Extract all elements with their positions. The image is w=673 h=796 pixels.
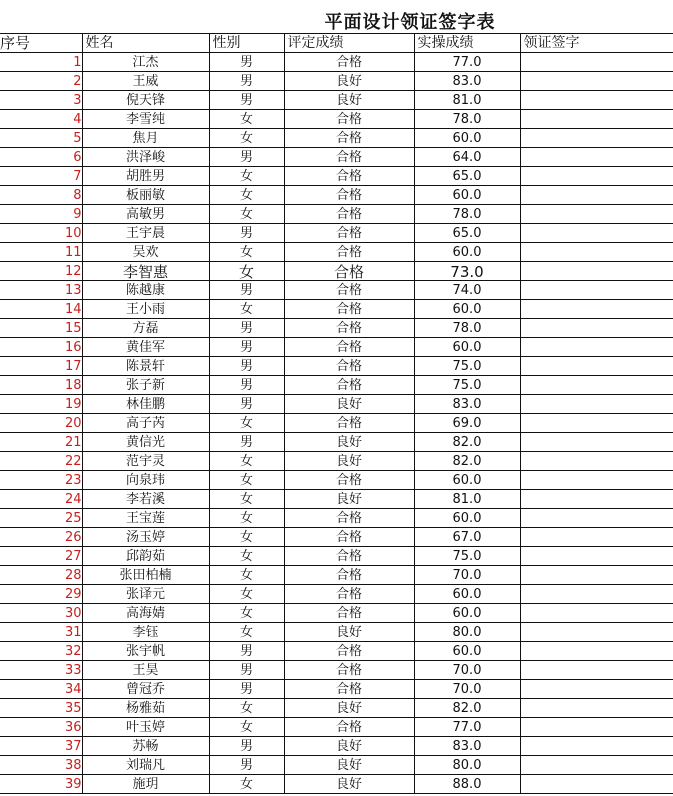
header-gender: 性别: [209, 34, 284, 53]
evaluation-cell: 合格: [284, 300, 414, 319]
signature-cell: [520, 338, 673, 357]
name-cell: 黄佳军: [82, 338, 209, 357]
seq-cell: 37: [0, 737, 82, 756]
seq-cell: 7: [0, 167, 82, 186]
gender-cell: 男: [209, 376, 284, 395]
gender-cell: 男: [209, 224, 284, 243]
table-row: [0, 395, 673, 414]
signature-cell: [520, 414, 673, 433]
name-cell: 张子新: [82, 376, 209, 395]
header-evaluation: 评定成绩: [284, 34, 414, 53]
table-row: [0, 585, 673, 604]
seq-cell: 4: [0, 110, 82, 129]
signature-cell: [520, 91, 673, 110]
signature-cell: [520, 186, 673, 205]
practical-cell: 60.0: [414, 186, 520, 205]
practical-cell: 70.0: [414, 680, 520, 699]
table-row: [0, 376, 673, 395]
name-cell: 洪泽峻: [82, 148, 209, 167]
seq-cell: 30: [0, 604, 82, 623]
gender-cell: 女: [209, 528, 284, 547]
practical-cell: 83.0: [414, 737, 520, 756]
signature-cell: [520, 661, 673, 680]
seq-cell: 39: [0, 775, 82, 794]
table-row: [0, 661, 673, 680]
table-row: [0, 414, 673, 433]
practical-cell: 69.0: [414, 414, 520, 433]
name-cell: 王昊: [82, 661, 209, 680]
name-cell: 张宇帆: [82, 642, 209, 661]
seq-cell: 33: [0, 661, 82, 680]
gender-cell: 男: [209, 319, 284, 338]
seq-cell: 8: [0, 186, 82, 205]
table-row: [0, 148, 673, 167]
gender-cell: 男: [209, 642, 284, 661]
gender-cell: 女: [209, 186, 284, 205]
practical-cell: 81.0: [414, 91, 520, 110]
practical-cell: 60.0: [414, 243, 520, 262]
table-row: [0, 319, 673, 338]
gender-cell: 女: [209, 129, 284, 148]
gender-cell: 女: [209, 452, 284, 471]
header-signature: 领证签字: [520, 34, 673, 53]
name-cell: 陈越康: [82, 281, 209, 300]
table-row: [0, 72, 673, 91]
signature-cell: [520, 509, 673, 528]
gender-cell: 女: [209, 414, 284, 433]
practical-cell: 60.0: [414, 300, 520, 319]
gender-cell: 男: [209, 281, 284, 300]
practical-cell: 60.0: [414, 642, 520, 661]
seq-cell: 36: [0, 718, 82, 737]
gender-cell: 女: [209, 547, 284, 566]
practical-cell: 77.0: [414, 718, 520, 737]
seq-cell: 12: [0, 262, 82, 281]
name-cell: 苏畅: [82, 737, 209, 756]
signature-cell: [520, 243, 673, 262]
gender-cell: 女: [209, 471, 284, 490]
practical-cell: 64.0: [414, 148, 520, 167]
gender-cell: 女: [209, 243, 284, 262]
header-seq: 序号: [0, 34, 82, 53]
signature-cell: [520, 376, 673, 395]
gender-cell: 女: [209, 262, 284, 281]
evaluation-cell: 合格: [284, 110, 414, 129]
table-row: [0, 262, 673, 281]
seq-cell: 1: [0, 53, 82, 72]
evaluation-cell: 合格: [284, 566, 414, 585]
evaluation-cell: 合格: [284, 205, 414, 224]
signature-cell: [520, 110, 673, 129]
seq-cell: 9: [0, 205, 82, 224]
table-row: [0, 623, 673, 642]
evaluation-cell: 良好: [284, 737, 414, 756]
name-cell: 李钰: [82, 623, 209, 642]
table-row: [0, 547, 673, 566]
name-cell: 李雪纯: [82, 110, 209, 129]
evaluation-cell: 良好: [284, 756, 414, 775]
name-cell: 高子芮: [82, 414, 209, 433]
practical-cell: 60.0: [414, 129, 520, 148]
seq-cell: 10: [0, 224, 82, 243]
signature-cell: [520, 699, 673, 718]
name-cell: 倪天锋: [82, 91, 209, 110]
evaluation-cell: 良好: [284, 775, 414, 794]
table-row: [0, 110, 673, 129]
gender-cell: 女: [209, 699, 284, 718]
evaluation-cell: 合格: [284, 642, 414, 661]
name-cell: 吴欢: [82, 243, 209, 262]
evaluation-cell: 合格: [284, 338, 414, 357]
practical-cell: 77.0: [414, 53, 520, 72]
practical-cell: 82.0: [414, 433, 520, 452]
signature-cell: [520, 433, 673, 452]
practical-cell: 83.0: [414, 395, 520, 414]
seq-cell: 25: [0, 509, 82, 528]
name-cell: 江杰: [82, 53, 209, 72]
signature-cell: [520, 281, 673, 300]
seq-cell: 21: [0, 433, 82, 452]
signature-cell: [520, 53, 673, 72]
name-cell: 李若溪: [82, 490, 209, 509]
signature-cell: [520, 585, 673, 604]
seq-cell: 20: [0, 414, 82, 433]
table-row: [0, 680, 673, 699]
evaluation-cell: 良好: [284, 395, 414, 414]
evaluation-cell: 合格: [284, 585, 414, 604]
name-cell: 张译元: [82, 585, 209, 604]
gender-cell: 男: [209, 72, 284, 91]
signature-table: [0, 33, 673, 794]
name-cell: 王威: [82, 72, 209, 91]
practical-cell: 82.0: [414, 452, 520, 471]
gender-cell: 女: [209, 205, 284, 224]
evaluation-cell: 合格: [284, 718, 414, 737]
name-cell: 汤玉婷: [82, 528, 209, 547]
table-row: [0, 281, 673, 300]
gender-cell: 女: [209, 585, 284, 604]
gender-cell: 女: [209, 300, 284, 319]
name-cell: 向泉玮: [82, 471, 209, 490]
practical-cell: 60.0: [414, 604, 520, 623]
evaluation-cell: 合格: [284, 414, 414, 433]
signature-cell: [520, 357, 673, 376]
table-row: [0, 718, 673, 737]
signature-cell: [520, 167, 673, 186]
seq-cell: 17: [0, 357, 82, 376]
header-practical: 实操成绩: [414, 34, 520, 53]
evaluation-cell: 合格: [284, 376, 414, 395]
gender-cell: 男: [209, 433, 284, 452]
seq-cell: 14: [0, 300, 82, 319]
evaluation-cell: 合格: [284, 262, 414, 281]
practical-cell: 60.0: [414, 585, 520, 604]
practical-cell: 60.0: [414, 509, 520, 528]
gender-cell: 女: [209, 167, 284, 186]
evaluation-cell: 合格: [284, 167, 414, 186]
signature-cell: [520, 72, 673, 91]
name-cell: 范宇灵: [82, 452, 209, 471]
seq-cell: 3: [0, 91, 82, 110]
practical-cell: 80.0: [414, 623, 520, 642]
signature-cell: [520, 642, 673, 661]
gender-cell: 女: [209, 490, 284, 509]
evaluation-cell: 合格: [284, 547, 414, 566]
table-row: [0, 566, 673, 585]
practical-cell: 70.0: [414, 566, 520, 585]
name-cell: 王小雨: [82, 300, 209, 319]
evaluation-cell: 合格: [284, 319, 414, 338]
practical-cell: 70.0: [414, 661, 520, 680]
signature-cell: [520, 490, 673, 509]
seq-cell: 34: [0, 680, 82, 699]
evaluation-cell: 合格: [284, 661, 414, 680]
practical-cell: 75.0: [414, 547, 520, 566]
table-row: [0, 509, 673, 528]
evaluation-cell: 合格: [284, 509, 414, 528]
table-row: [0, 357, 673, 376]
seq-cell: 29: [0, 585, 82, 604]
practical-cell: 88.0: [414, 775, 520, 794]
practical-cell: 74.0: [414, 281, 520, 300]
seq-cell: 32: [0, 642, 82, 661]
name-cell: 焦月: [82, 129, 209, 148]
seq-cell: 35: [0, 699, 82, 718]
gender-cell: 男: [209, 737, 284, 756]
table-row: [0, 300, 673, 319]
table-row: [0, 205, 673, 224]
gender-cell: 女: [209, 604, 284, 623]
name-cell: 高敏男: [82, 205, 209, 224]
table-row: [0, 756, 673, 775]
gender-cell: 男: [209, 53, 284, 72]
seq-cell: 26: [0, 528, 82, 547]
name-cell: 胡胜男: [82, 167, 209, 186]
name-cell: 叶玉婷: [82, 718, 209, 737]
gender-cell: 男: [209, 338, 284, 357]
seq-cell: 5: [0, 129, 82, 148]
table-row: [0, 167, 673, 186]
table-row: [0, 699, 673, 718]
seq-cell: 31: [0, 623, 82, 642]
gender-cell: 男: [209, 357, 284, 376]
practical-cell: 75.0: [414, 376, 520, 395]
name-cell: 黄信光: [82, 433, 209, 452]
signature-cell: [520, 718, 673, 737]
table-row: [0, 186, 673, 205]
evaluation-cell: 合格: [284, 148, 414, 167]
signature-cell: [520, 300, 673, 319]
evaluation-cell: 合格: [284, 224, 414, 243]
evaluation-cell: 合格: [284, 281, 414, 300]
signature-cell: [520, 680, 673, 699]
name-cell: 方磊: [82, 319, 209, 338]
evaluation-cell: 合格: [284, 186, 414, 205]
seq-cell: 15: [0, 319, 82, 338]
signature-cell: [520, 129, 673, 148]
evaluation-cell: 合格: [284, 53, 414, 72]
evaluation-cell: 合格: [284, 680, 414, 699]
practical-cell: 78.0: [414, 205, 520, 224]
gender-cell: 女: [209, 718, 284, 737]
name-cell: 高海婧: [82, 604, 209, 623]
name-cell: 张田柏楠: [82, 566, 209, 585]
gender-cell: 男: [209, 148, 284, 167]
practical-cell: 83.0: [414, 72, 520, 91]
gender-cell: 男: [209, 756, 284, 775]
practical-cell: 65.0: [414, 167, 520, 186]
seq-cell: 6: [0, 148, 82, 167]
seq-cell: 24: [0, 490, 82, 509]
evaluation-cell: 良好: [284, 699, 414, 718]
seq-cell: 27: [0, 547, 82, 566]
signature-cell: [520, 471, 673, 490]
gender-cell: 男: [209, 661, 284, 680]
page-title: 平面设计领证签字表: [324, 12, 496, 33]
seq-cell: 19: [0, 395, 82, 414]
practical-cell: 78.0: [414, 110, 520, 129]
name-cell: 邱韵茹: [82, 547, 209, 566]
name-cell: 施玥: [82, 775, 209, 794]
practical-cell: 65.0: [414, 224, 520, 243]
evaluation-cell: 合格: [284, 528, 414, 547]
table-row: [0, 737, 673, 756]
signature-cell: [520, 604, 673, 623]
practical-cell: 73.0: [414, 262, 520, 281]
evaluation-cell: 良好: [284, 433, 414, 452]
practical-cell: 82.0: [414, 699, 520, 718]
signature-cell: [520, 756, 673, 775]
table-row: [0, 243, 673, 262]
evaluation-cell: 合格: [284, 604, 414, 623]
gender-cell: 男: [209, 91, 284, 110]
signature-cell: [520, 395, 673, 414]
table-row: [0, 490, 673, 509]
evaluation-cell: 合格: [284, 471, 414, 490]
seq-cell: 38: [0, 756, 82, 775]
gender-cell: 女: [209, 623, 284, 642]
name-cell: 李智惠: [82, 262, 209, 281]
table-body: [0, 53, 673, 794]
gender-cell: 男: [209, 680, 284, 699]
name-cell: 林佳鹏: [82, 395, 209, 414]
practical-cell: 60.0: [414, 338, 520, 357]
signature-cell: [520, 319, 673, 338]
name-cell: 杨雅茹: [82, 699, 209, 718]
signature-cell: [520, 148, 673, 167]
table-row: [0, 642, 673, 661]
name-cell: 王宇晨: [82, 224, 209, 243]
signature-cell: [520, 452, 673, 471]
table-row: [0, 775, 673, 794]
name-cell: 曾冠乔: [82, 680, 209, 699]
gender-cell: 女: [209, 775, 284, 794]
table-row: [0, 224, 673, 243]
signature-cell: [520, 775, 673, 794]
table-row: [0, 338, 673, 357]
practical-cell: 67.0: [414, 528, 520, 547]
gender-cell: 男: [209, 395, 284, 414]
header-row: [0, 34, 673, 53]
evaluation-cell: 合格: [284, 129, 414, 148]
signature-cell: [520, 528, 673, 547]
seq-cell: 2: [0, 72, 82, 91]
signature-cell: [520, 547, 673, 566]
practical-cell: 60.0: [414, 471, 520, 490]
gender-cell: 女: [209, 566, 284, 585]
evaluation-cell: 合格: [284, 357, 414, 376]
table-row: [0, 91, 673, 110]
evaluation-cell: 良好: [284, 623, 414, 642]
name-cell: 刘瑞凡: [82, 756, 209, 775]
table-row: [0, 604, 673, 623]
seq-cell: 18: [0, 376, 82, 395]
evaluation-cell: 良好: [284, 452, 414, 471]
seq-cell: 22: [0, 452, 82, 471]
practical-cell: 75.0: [414, 357, 520, 376]
seq-cell: 13: [0, 281, 82, 300]
signature-cell: [520, 224, 673, 243]
gender-cell: 女: [209, 110, 284, 129]
table-row: [0, 471, 673, 490]
name-cell: 陈景轩: [82, 357, 209, 376]
table-row: [0, 129, 673, 148]
practical-cell: 80.0: [414, 756, 520, 775]
evaluation-cell: 合格: [284, 243, 414, 262]
table-row: [0, 53, 673, 72]
signature-cell: [520, 205, 673, 224]
table-row: [0, 433, 673, 452]
table-row: [0, 452, 673, 471]
signature-cell: [520, 566, 673, 585]
practical-cell: 81.0: [414, 490, 520, 509]
seq-cell: 16: [0, 338, 82, 357]
seq-cell: 28: [0, 566, 82, 585]
table-row: [0, 528, 673, 547]
practical-cell: 78.0: [414, 319, 520, 338]
signature-cell: [520, 623, 673, 642]
seq-cell: 11: [0, 243, 82, 262]
seq-cell: 23: [0, 471, 82, 490]
evaluation-cell: 良好: [284, 91, 414, 110]
gender-cell: 女: [209, 509, 284, 528]
name-cell: 板丽敏: [82, 186, 209, 205]
signature-cell: [520, 262, 673, 281]
name-cell: 王宝莲: [82, 509, 209, 528]
signature-cell: [520, 737, 673, 756]
evaluation-cell: 良好: [284, 72, 414, 91]
evaluation-cell: 良好: [284, 490, 414, 509]
header-name: 姓名: [82, 34, 209, 53]
